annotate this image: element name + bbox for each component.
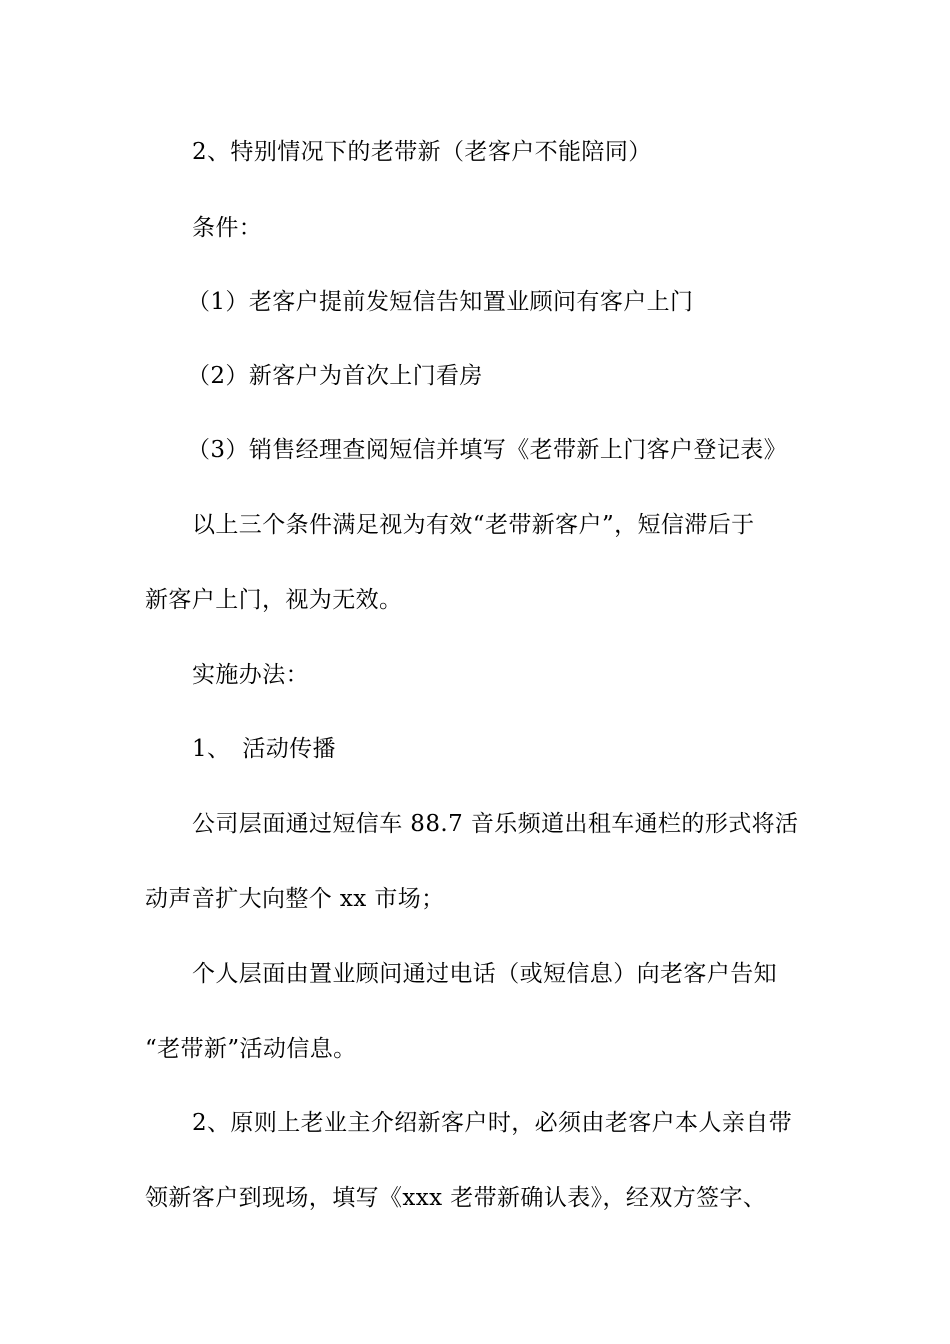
condition-item-3: （3）销售经理查阅短信并填写《老带新上门客户登记表》 xyxy=(187,437,788,463)
condition-item-1: （1）老客户提前发短信告知置业顾问有客户上门 xyxy=(187,289,694,315)
paragraph-line: 领新客户到现场，填写《xxx 老带新确认表》，经双方签字、 xyxy=(145,1185,767,1211)
implementation-label: 实施办法： xyxy=(192,662,309,688)
paragraph-line: 个人层面由置业顾问通过电话（或短信息）向老客户告知 xyxy=(192,961,777,987)
section-heading-1: 1、 活动传播 xyxy=(192,736,336,762)
paragraph-line: 以上三个条件满足视为有效“老带新客户”，短信滞后于 xyxy=(192,512,755,538)
paragraph-line: 动声音扩大向整个 xx 市场； xyxy=(145,886,445,912)
paragraph-line: 公司层面通过短信车 88.7 音乐频道出租车通栏的形式将活 xyxy=(192,811,799,837)
condition-item-2: （2）新客户为首次上门看房 xyxy=(187,363,483,389)
paragraph-line: 2、原则上老业主介绍新客户时，必须由老客户本人亲自带 xyxy=(192,1110,793,1136)
section-heading-2: 2、特别情况下的老带新（老客户不能陪同） xyxy=(192,139,652,165)
paragraph-line: “老带新”活动信息。 xyxy=(145,1036,357,1062)
conditions-label: 条件： xyxy=(192,215,263,241)
paragraph-line: 新客户上门，视为无效。 xyxy=(145,587,403,613)
